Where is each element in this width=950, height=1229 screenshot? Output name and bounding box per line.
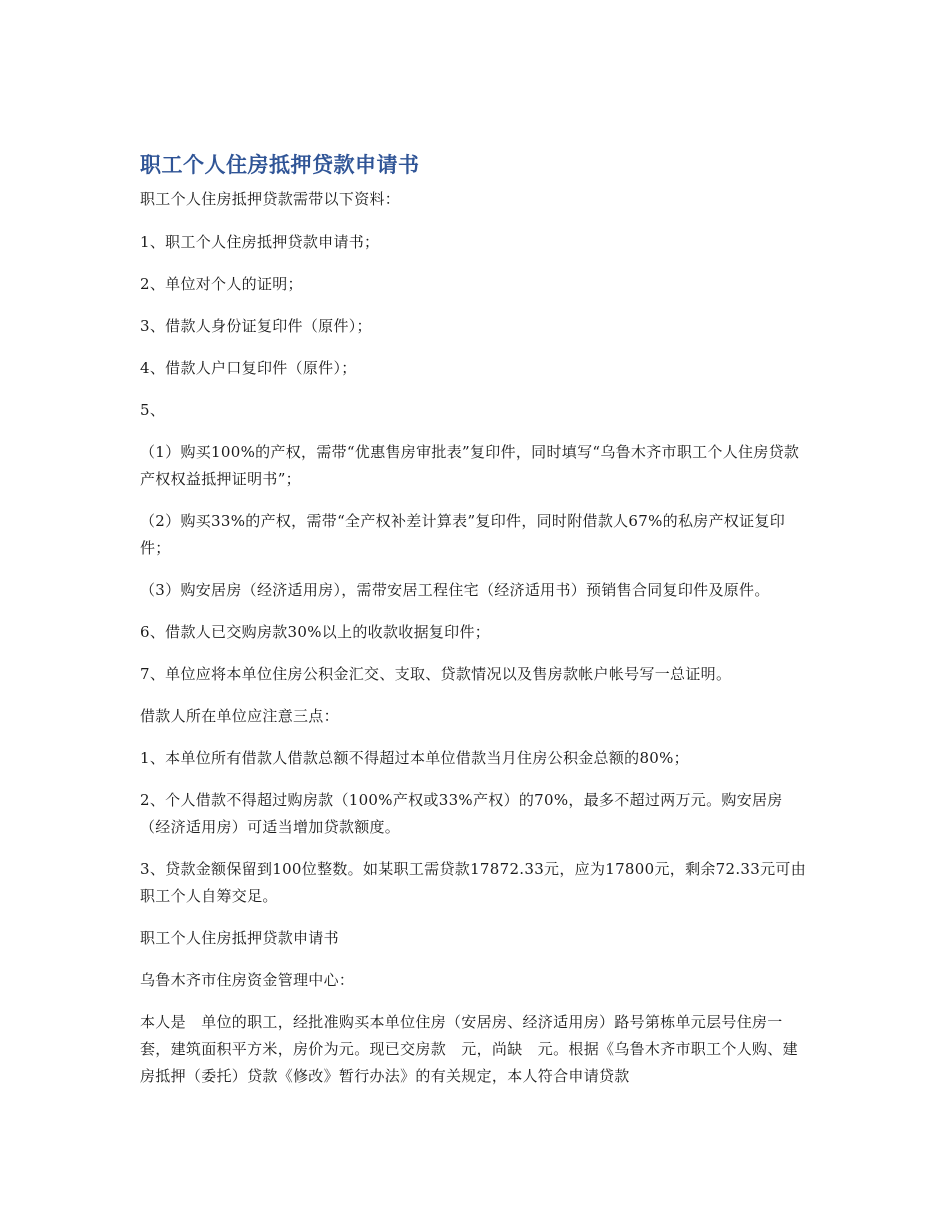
paragraph: 4、借款人户口复印件（原件）； <box>140 359 357 377</box>
paragraph: 6、借款人已交购房款30%以上的收款收据复印件； <box>140 623 491 641</box>
paragraph: 职工个人住房抵押贷款需带以下资料： <box>140 190 401 208</box>
paragraph: 3、贷款金额保留到100位整数。如某职工需贷款17872.33元，应为17800元，剩余72.33元可由职工个人自筹交足。 <box>140 860 807 905</box>
paragraph: 1、职工个人住房抵押贷款申请书； <box>140 233 380 251</box>
paragraph: 职工个人住房抵押贷款申请书 <box>140 929 339 947</box>
paragraph: 2、单位对个人的证明； <box>140 275 303 293</box>
paragraph: 本人是 单位的职工，经批准购买本单位住房（安居房、经济适用房）路号第栋单元层号住房一套，建筑面积平方米，房价为元。现已交房款 元，尚缺 元。根据《乌鲁木齐市职工个人购、建房抵押（委托）贷款《修改》暂行办法》的有关规定，本人符合申请贷款 <box>140 1013 798 1085</box>
paragraph: 5、 <box>140 401 166 419</box>
paragraph: 乌鲁木齐市住房资金管理中心： <box>140 971 355 989</box>
paragraph: 借款人所在单位应注意三点： <box>140 707 339 725</box>
paragraph: 7、单位应将本单位住房公积金汇交、支取、贷款情况以及售房款帐户帐号写一总证明。 <box>140 665 732 683</box>
paragraph: 3、借款人身份证复印件（原件）； <box>140 317 372 335</box>
paragraph: 1、本单位所有借款人借款总额不得超过本单位借款当月住房公积金总额的80%； <box>140 749 689 767</box>
paragraph: 2、个人借款不得超过购房款（100%产权或33%产权）的70%，最多不超过两万元。购安居房（经济适用房）可适当增加贷款额度。 <box>140 791 783 836</box>
paragraph: （3）购安居房（经济适用房），需带安居工程住宅（经济适用书）预销售合同复印件及原件。 <box>140 581 770 599</box>
paragraph: （2）购买33%的产权，需带“全产权补差计算表”复印件，同时附借款人67%的私房产权证复印件； <box>140 512 786 557</box>
document-title: 职工个人住房抵押贷款申请书 <box>140 153 420 177</box>
paragraph: （1）购买100%的产权，需带“优惠售房审批表”复印件，同时填写“乌鲁木齐市职工个人住房贷款产权权益抵押证明书”； <box>140 443 800 488</box>
document-page <box>140 150 812 1105</box>
